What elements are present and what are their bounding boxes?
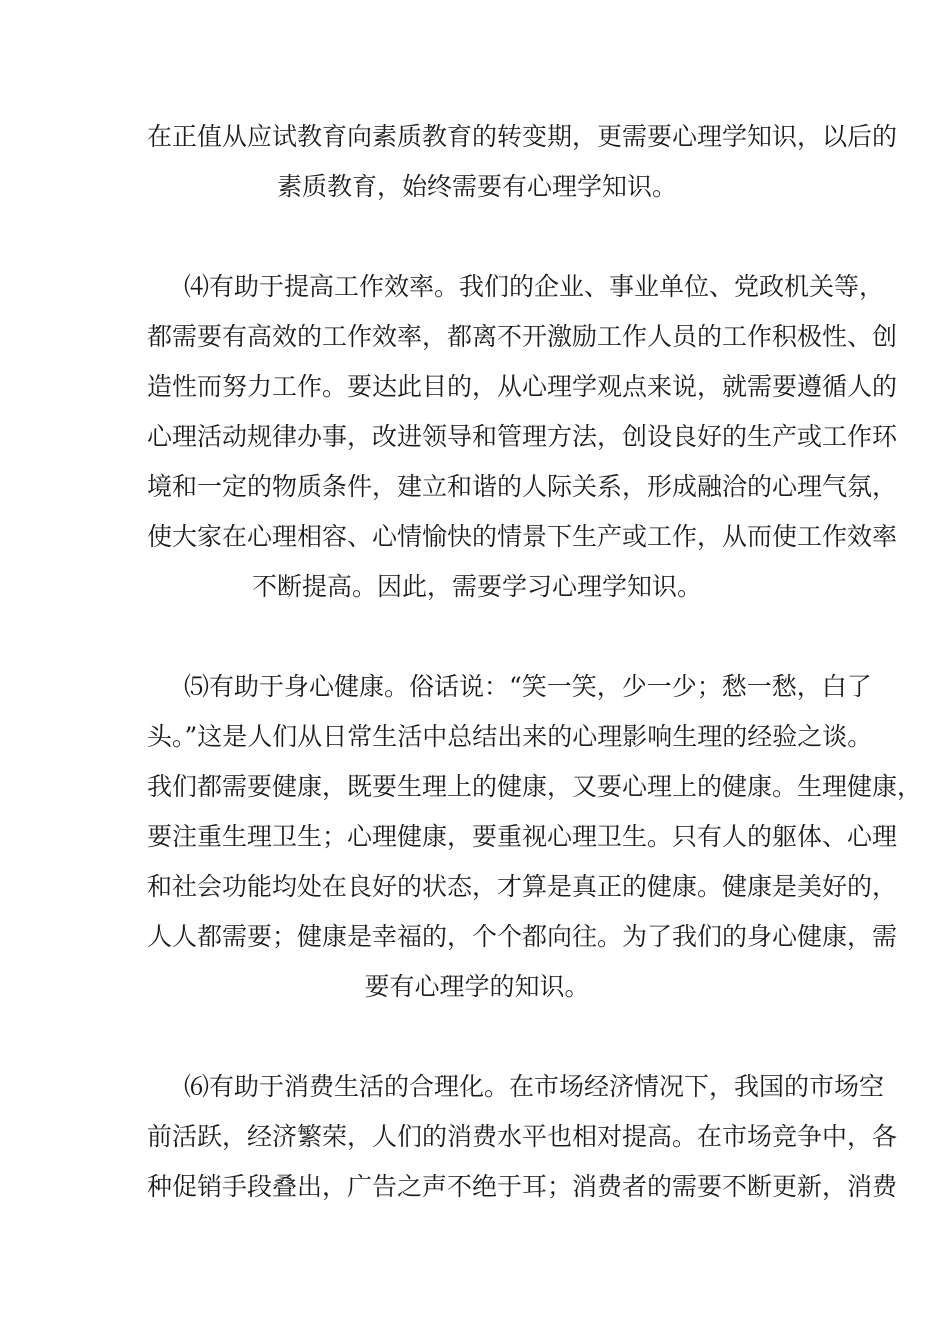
paragraph-3-line-2: 头。”这是人们从日常生活中总结出来的心理影响生理的经验之谈。 (147, 722, 873, 751)
paragraph-3-line-7: 要有心理学的知识。 (364, 972, 590, 1001)
paragraph-2-line-4: 心理活动规律办事，改进领导和管理方法，创设良好的生产或工作环 (147, 422, 898, 451)
paragraph-1-line-2: 素质教育，始终需要有心理学知识。 (276, 172, 677, 201)
paragraph-2-line-6: 使大家在心理相容、心情愉快的情景下生产或工作，从而使工作效率 (147, 522, 898, 551)
paragraph-4-line-1: ⑹有助于消费生活的合理化。在市场经济情况下，我国的市场空 (184, 1072, 885, 1101)
paragraph-2-line-1: ⑷有助于提高工作效率。我们的企业、事业单位、党政机关等， (184, 272, 885, 301)
paragraph-4-line-2: 前活跃，经济繁荣，人们的消费水平也相对提高。在市场竞争中，各 (147, 1122, 898, 1151)
paragraph-4-line-3: 种促销手段叠出，广告之声不绝于耳；消费者的需要不断更新，消费 (147, 1172, 898, 1201)
paragraph-3-line-6: 人人都需要；健康是幸福的，个个都向往。为了我们的身心健康，需 (147, 922, 898, 951)
paragraph-3-line-3: 我们都需要健康，既要生理上的健康，又要心理上的健康。生理健康， (147, 772, 923, 801)
paragraph-2-line-3: 造性而努力工作。要达此目的，从心理学观点来说，就需要遵循人的 (147, 372, 898, 401)
paragraph-3-line-4: 要注重生理卫生；心理健康，要重视心理卫生。只有人的躯体、心理 (147, 822, 898, 851)
paragraph-3-line-5: 和社会功能均处在良好的状态，才算是真正的健康。健康是美好的， (147, 872, 898, 901)
paragraph-2-line-7: 不断提高。因此，需要学习心理学知识。 (251, 572, 702, 601)
paragraph-1-line-1: 在正值从应试教育向素质教育的转变期，更需要心理学知识，以后的 (147, 122, 898, 151)
paragraph-3-line-1: ⑸有助于身心健康。俗话说：“笑一笑，少一少；愁一愁，白了 (184, 672, 872, 701)
paragraph-2-line-5: 境和一定的物质条件，建立和谐的人际关系，形成融洽的心理气氛， (147, 472, 898, 501)
paragraph-2-line-2: 都需要有高效的工作效率，都离不开激励工作人员的工作积极性、创 (147, 322, 898, 351)
